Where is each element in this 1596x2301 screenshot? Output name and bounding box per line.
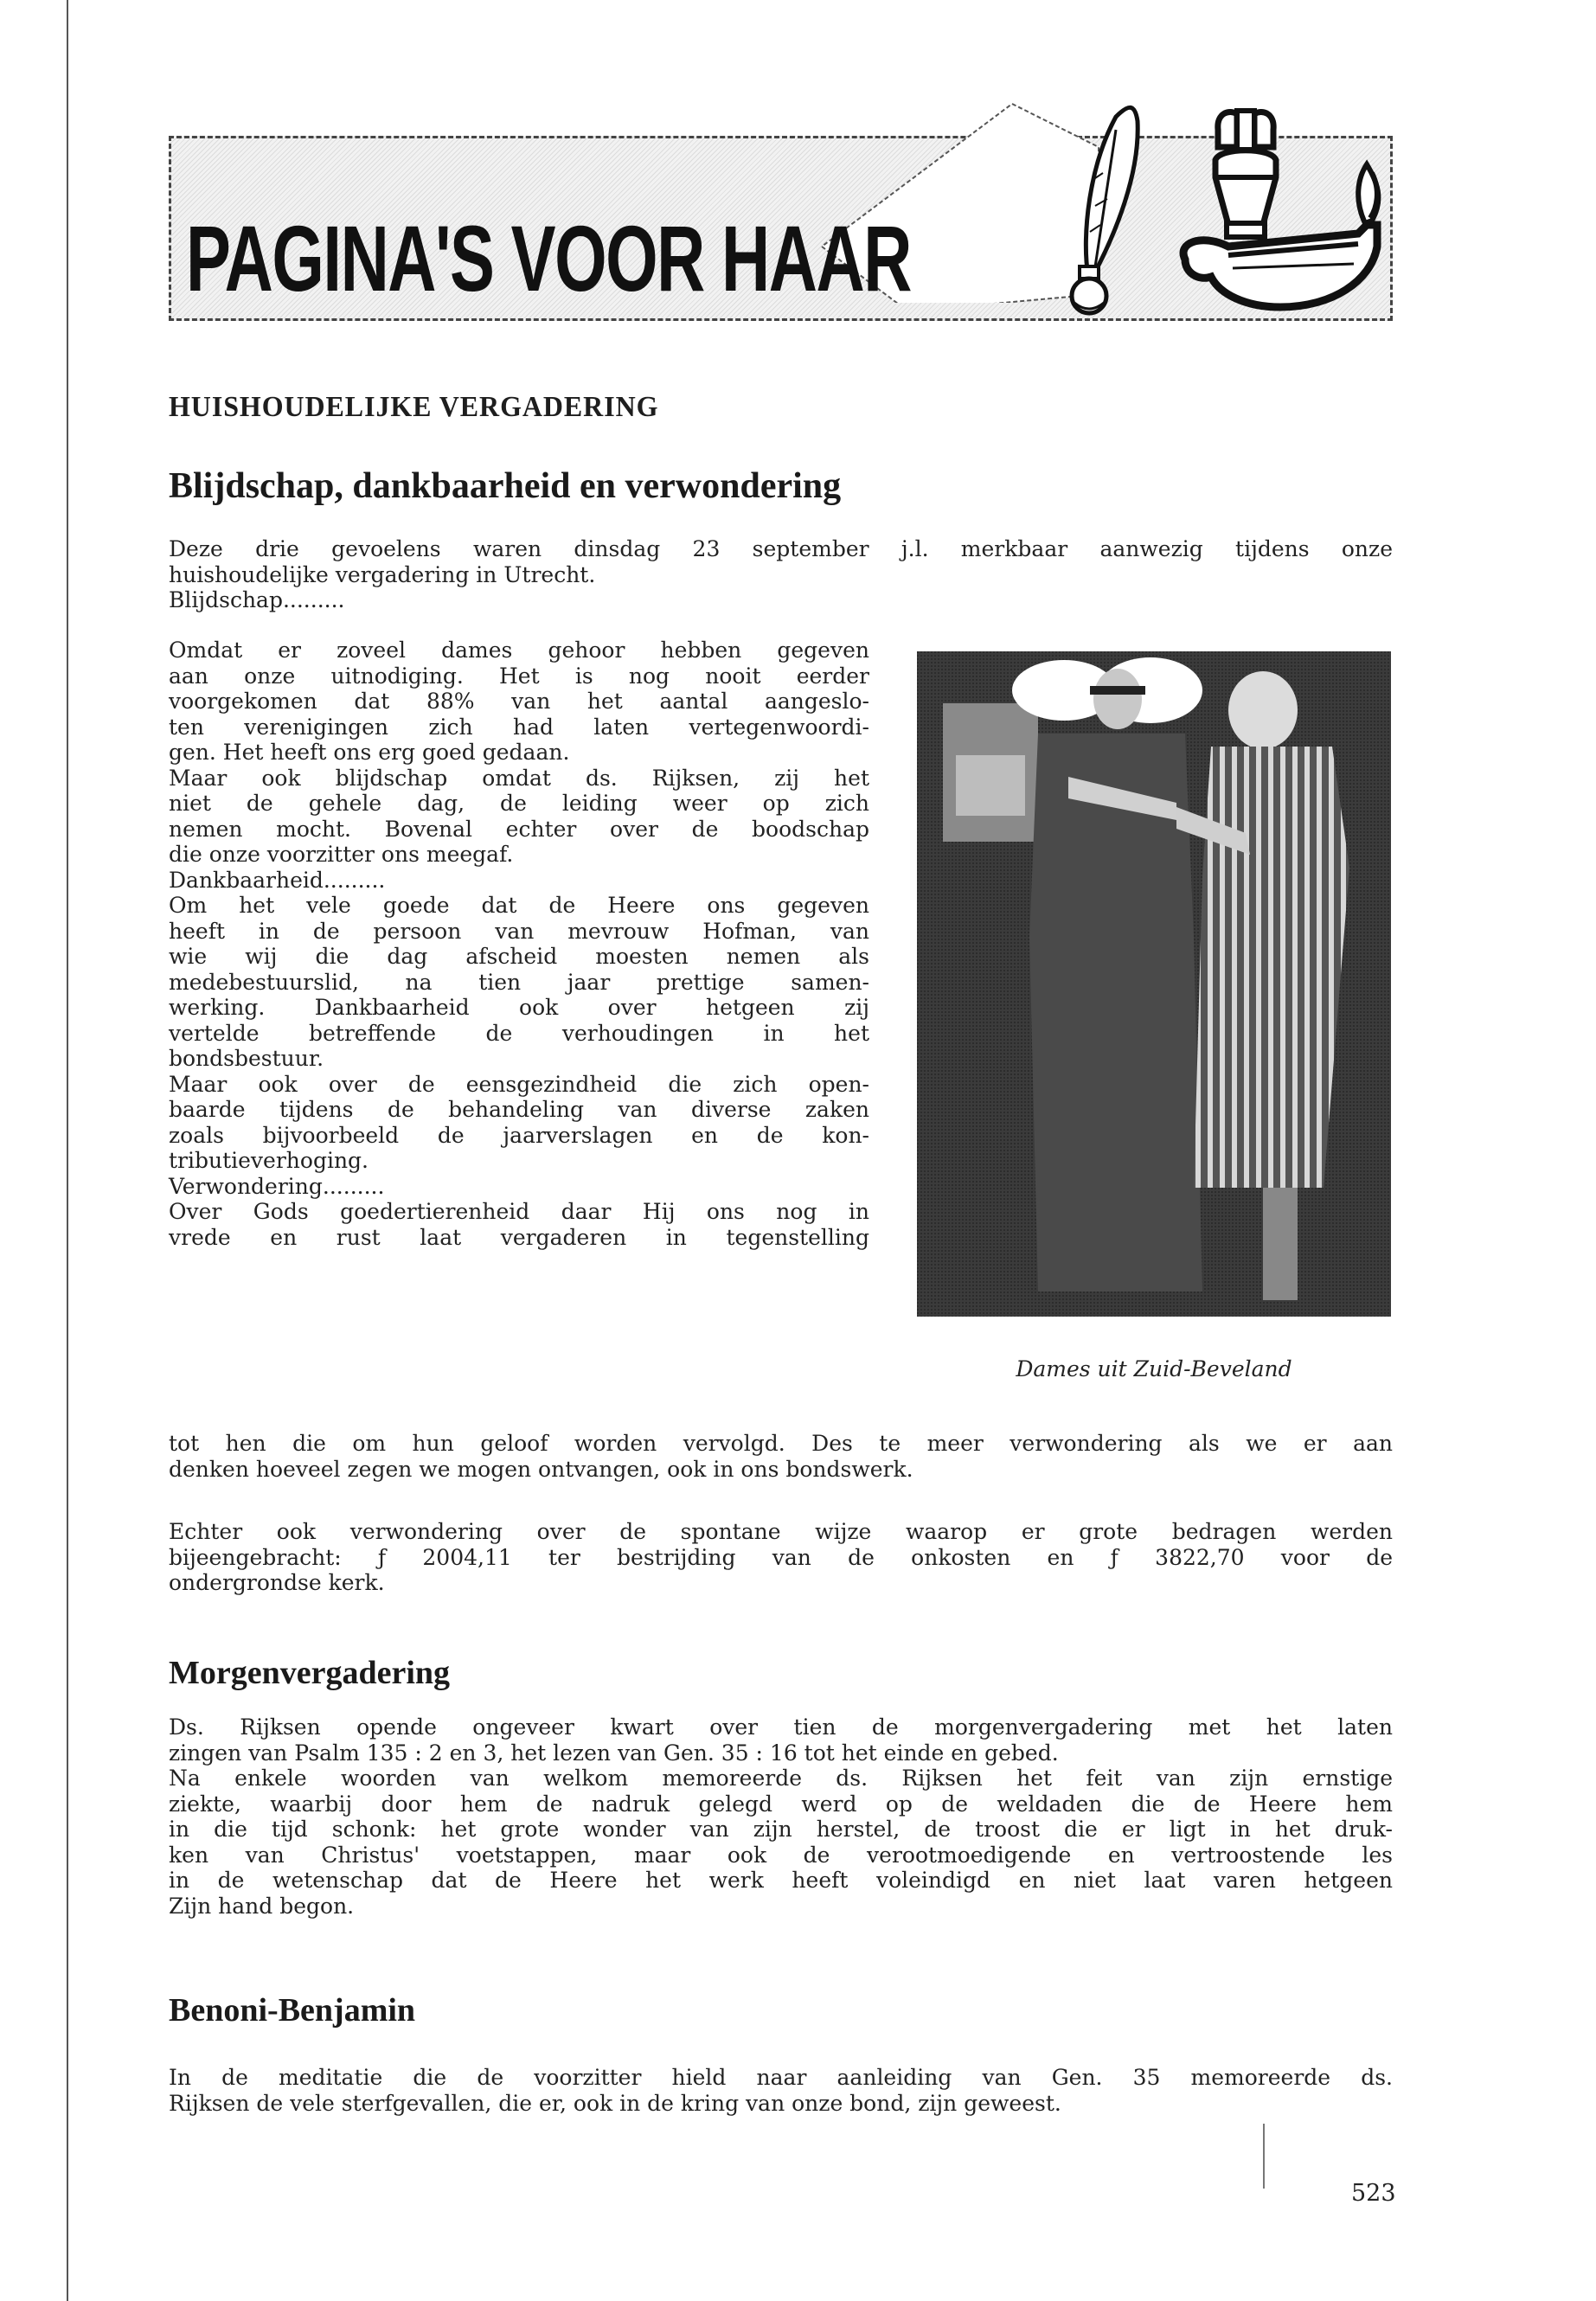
text-line: werking. Dankbaarheid ook over hetgeen zij bbox=[169, 995, 869, 1020]
benoni-heading: Benoni-Benjamin bbox=[169, 1992, 416, 2029]
page-margin-rule bbox=[67, 0, 68, 2301]
bedragen-paragraph bbox=[169, 1519, 1393, 1596]
text-line: ondergrondse kerk. bbox=[169, 1570, 385, 1595]
benoni-paragraph bbox=[169, 2065, 1393, 2116]
banner-title: PAGINA'S VOOR HAAR bbox=[186, 206, 911, 311]
text-line: gen. Het heeft ons erg goed gedaan. bbox=[169, 740, 570, 765]
oil-lamp-and-vase-icon bbox=[1151, 95, 1410, 329]
page-number: 523 bbox=[1351, 2180, 1396, 2207]
text-line: in die tijd schonk: het grote wonder van zijn herstel, de troost die er ligt in het druk- bbox=[169, 1817, 1393, 1842]
text-line: nemen mocht. Bovenal echter over de boodschap bbox=[169, 816, 869, 842]
text-line: vrede en rust laat vergaderen in tegenstelling bbox=[169, 1224, 869, 1250]
text-line: Zijn hand begon. bbox=[169, 1893, 355, 1919]
text-line: ken van Christus' voetstappen, maar ook de verootmoedigende en vertroostende les bbox=[169, 1842, 1393, 1868]
text-line: In de meditatie die de voorzitter hield naar aanleiding van Gen. 35 memoreerde ds. bbox=[169, 2065, 1393, 2090]
text-line: Ds. Rijksen opende ongeveer kwart over tien de morgenvergadering met het laten bbox=[169, 1715, 1393, 1740]
verwondering-label: Verwondering......... bbox=[169, 1173, 385, 1199]
text-line: bijeengebracht: ƒ 2004,11 ter bestrijding van de onkosten en ƒ 3822,70 voor de bbox=[169, 1544, 1393, 1570]
text-line: Deze drie gevoelens waren dinsdag 23 september j.l. merkbaar aanwezig tijdens onze bbox=[169, 536, 1393, 561]
text-line: Rijksen de vele sterfgevallen, die er, ook in de kring van onze bond, zijn geweest. bbox=[169, 2090, 1061, 2116]
blijdschap-label: Blijdschap......... bbox=[169, 587, 345, 612]
section-title: HUISHOUDELIJKE VERGADERING bbox=[169, 391, 659, 423]
morgen-heading: Morgenvergadering bbox=[169, 1655, 451, 1691]
text-line: zingen van Psalm 135 : 2 en 3, het lezen van Gen. 35 : 16 tot het einde en gebed. bbox=[169, 1740, 1059, 1766]
morgen-paragraph bbox=[169, 1715, 1393, 1919]
text-line: ziekte, waarbij door hem de nadruk gelegd werd op de weldaden die de Heere hem bbox=[169, 1791, 1393, 1817]
text-line: tot hen die om hun geloof worden vervolgd. Des te meer verwondering als we er aan bbox=[169, 1431, 1393, 1456]
verwondering-paragraph bbox=[169, 1431, 1393, 1482]
photo-two-women-handshake bbox=[917, 651, 1391, 1317]
article-photo bbox=[917, 651, 1391, 1317]
text-line: vertelde betreffende de verhoudingen in het bbox=[169, 1020, 869, 1046]
blijdschap-paragraph bbox=[169, 638, 869, 1250]
text-line: aan onze uitnodiging. Het is nog nooit eerder bbox=[169, 663, 869, 689]
article-subtitle: Blijdschap, dankbaarheid en verwondering bbox=[169, 466, 842, 506]
text-line: Omdat er zoveel dames gehoor hebben gegeven bbox=[169, 638, 869, 663]
text-line: Na enkele woorden van welkom memoreerde ds. Rijksen het feit van zijn ernstige bbox=[169, 1766, 1393, 1791]
text-line: Echter ook verwondering over de spontane wijze waarop er grote bedragen werden bbox=[169, 1519, 1393, 1544]
text-line: bondsbestuur. bbox=[169, 1046, 324, 1071]
text-line: tributieverhoging. bbox=[169, 1148, 369, 1173]
text-line: die onze voorzitter ons meegaf. bbox=[169, 842, 514, 867]
photo-caption: Dames uit Zuid-Beveland bbox=[1016, 1356, 1292, 1381]
scan-artifact-line bbox=[1263, 2124, 1265, 2189]
text-line: zoals bijvoorbeeld de jaarverslagen en de kon- bbox=[169, 1122, 869, 1148]
text-line: heeft in de persoon van mevrouw Hofman, van bbox=[169, 918, 869, 944]
text-line: wie wij die dag afscheid moesten nemen als bbox=[169, 944, 869, 969]
text-line: niet de gehele dag, de leiding weer op zich bbox=[169, 791, 869, 816]
dankbaarheid-label: Dankbaarheid......... bbox=[169, 867, 386, 893]
intro-paragraph bbox=[169, 536, 1393, 613]
text-line: huishoudelijke vergadering in Utrecht. bbox=[169, 561, 596, 587]
text-line: Over Gods goedertierenheid daar Hij ons nog in bbox=[169, 1199, 869, 1224]
text-line: Maar ook blijdschap omdat ds. Rijksen, zij het bbox=[169, 765, 869, 791]
text-line: Om het vele goede dat de Heere ons gegeven bbox=[169, 893, 869, 918]
text-line: ten verenigingen zich had laten vertegenwoordi- bbox=[169, 714, 869, 740]
text-line: denken hoeveel zegen we mogen ontvangen, ook in ons bondswerk. bbox=[169, 1456, 913, 1482]
text-line: baarde tijdens de behandeling van diverse zaken bbox=[169, 1097, 869, 1122]
text-line: Maar ook over de eensgezindheid die zich open- bbox=[169, 1071, 869, 1097]
text-line: voorgekomen dat 88% van het aantal aangeslo- bbox=[169, 689, 869, 714]
text-line: medebestuurslid, na tien jaar prettige samen- bbox=[169, 969, 869, 995]
text-line: in de wetenschap dat de Heere het werk heeft voleindigd en niet laat varen hetgeen bbox=[169, 1868, 1393, 1893]
